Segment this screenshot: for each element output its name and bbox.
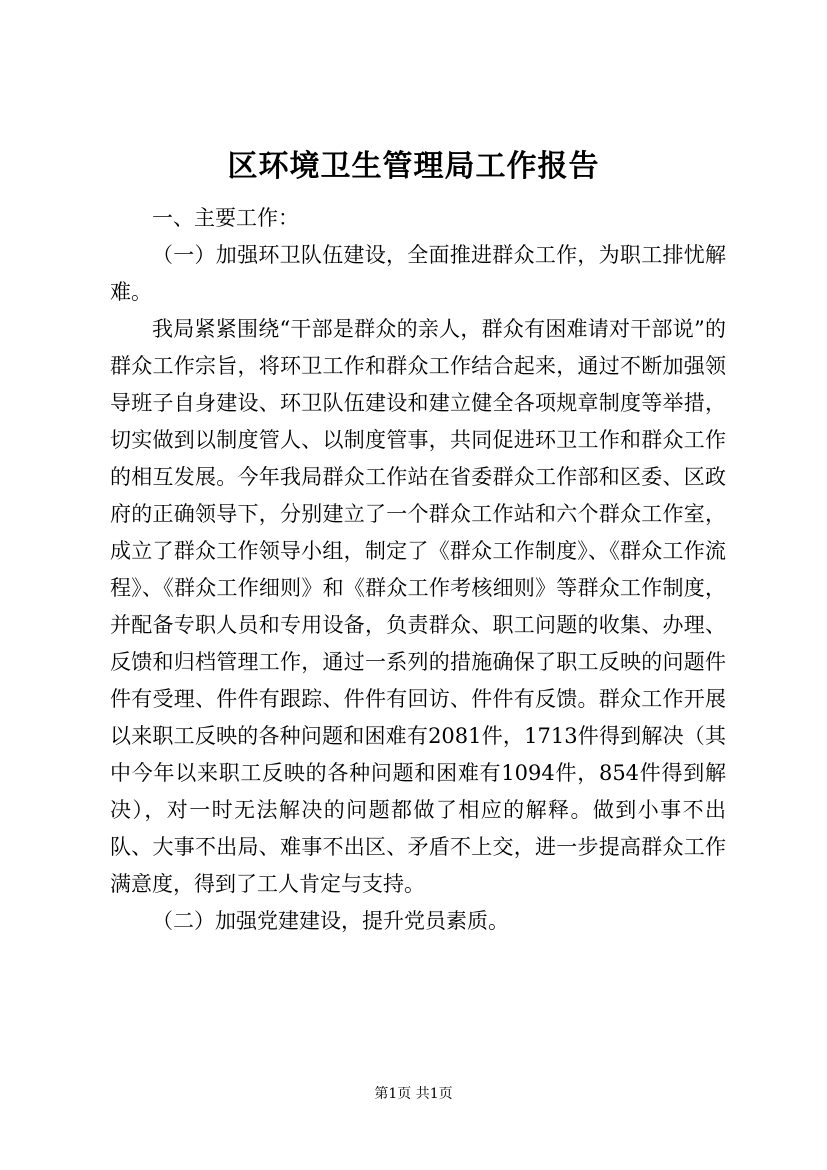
section-heading: 一、主要工作：	[152, 206, 299, 230]
subsection-heading: （一）加强环卫队伍建设，全面推进群众工作，为职工排忧解难。	[110, 243, 726, 304]
subsection-heading: （二）加强党建建设，提升党员素质。	[152, 909, 509, 933]
page-footer: 第1页 共1页	[374, 1086, 453, 1102]
document-title: 区环境卫生管理局工作报告	[227, 149, 600, 184]
body-paragraph: 我局紧紧围绕“干部是群众的亲人，群众有困难请对干部说”的群众工作宗旨，将环卫工作和群众工作结合起来，通过不断加强领导班子自身建设、环卫队伍建设和建立健全各项规章制度等举措，切实做到以制度管人、以制度管事，共同促进环卫工作和群众工作的相互发展。今年我局群众工作站在省委群众工作部和区委、区政府的正确领导下，分别建立了一个群众工作站和六个群众工作室，成立了群众工作领导小组，制定了《群众工作制度》、《群众工作流程》、《群众工作细则》和《群众工作考核细则》等群众工作制度，并配备专职人员和专用设备，负责群众、职工问题的收集、办理、反馈和归档管理工作，通过一系列的措施确保了职工反映的问题件件有受理、件件有跟踪、件件有回访、件件有反馈。群众工作开展以来职工反映的各种问题和困难有2081件，1713件得到解决（其中今年以来职工反映的各种问题和困难有1094件，854件得到解决），对一时无法解决的问题都做了相应的解释。做到小事不出队、大事不出局、难事不出区、矛盾不上交，进一步提高群众工作满意度，得到了工人肯定与支持。	[110, 317, 726, 896]
document-body	[110, 200, 726, 940]
